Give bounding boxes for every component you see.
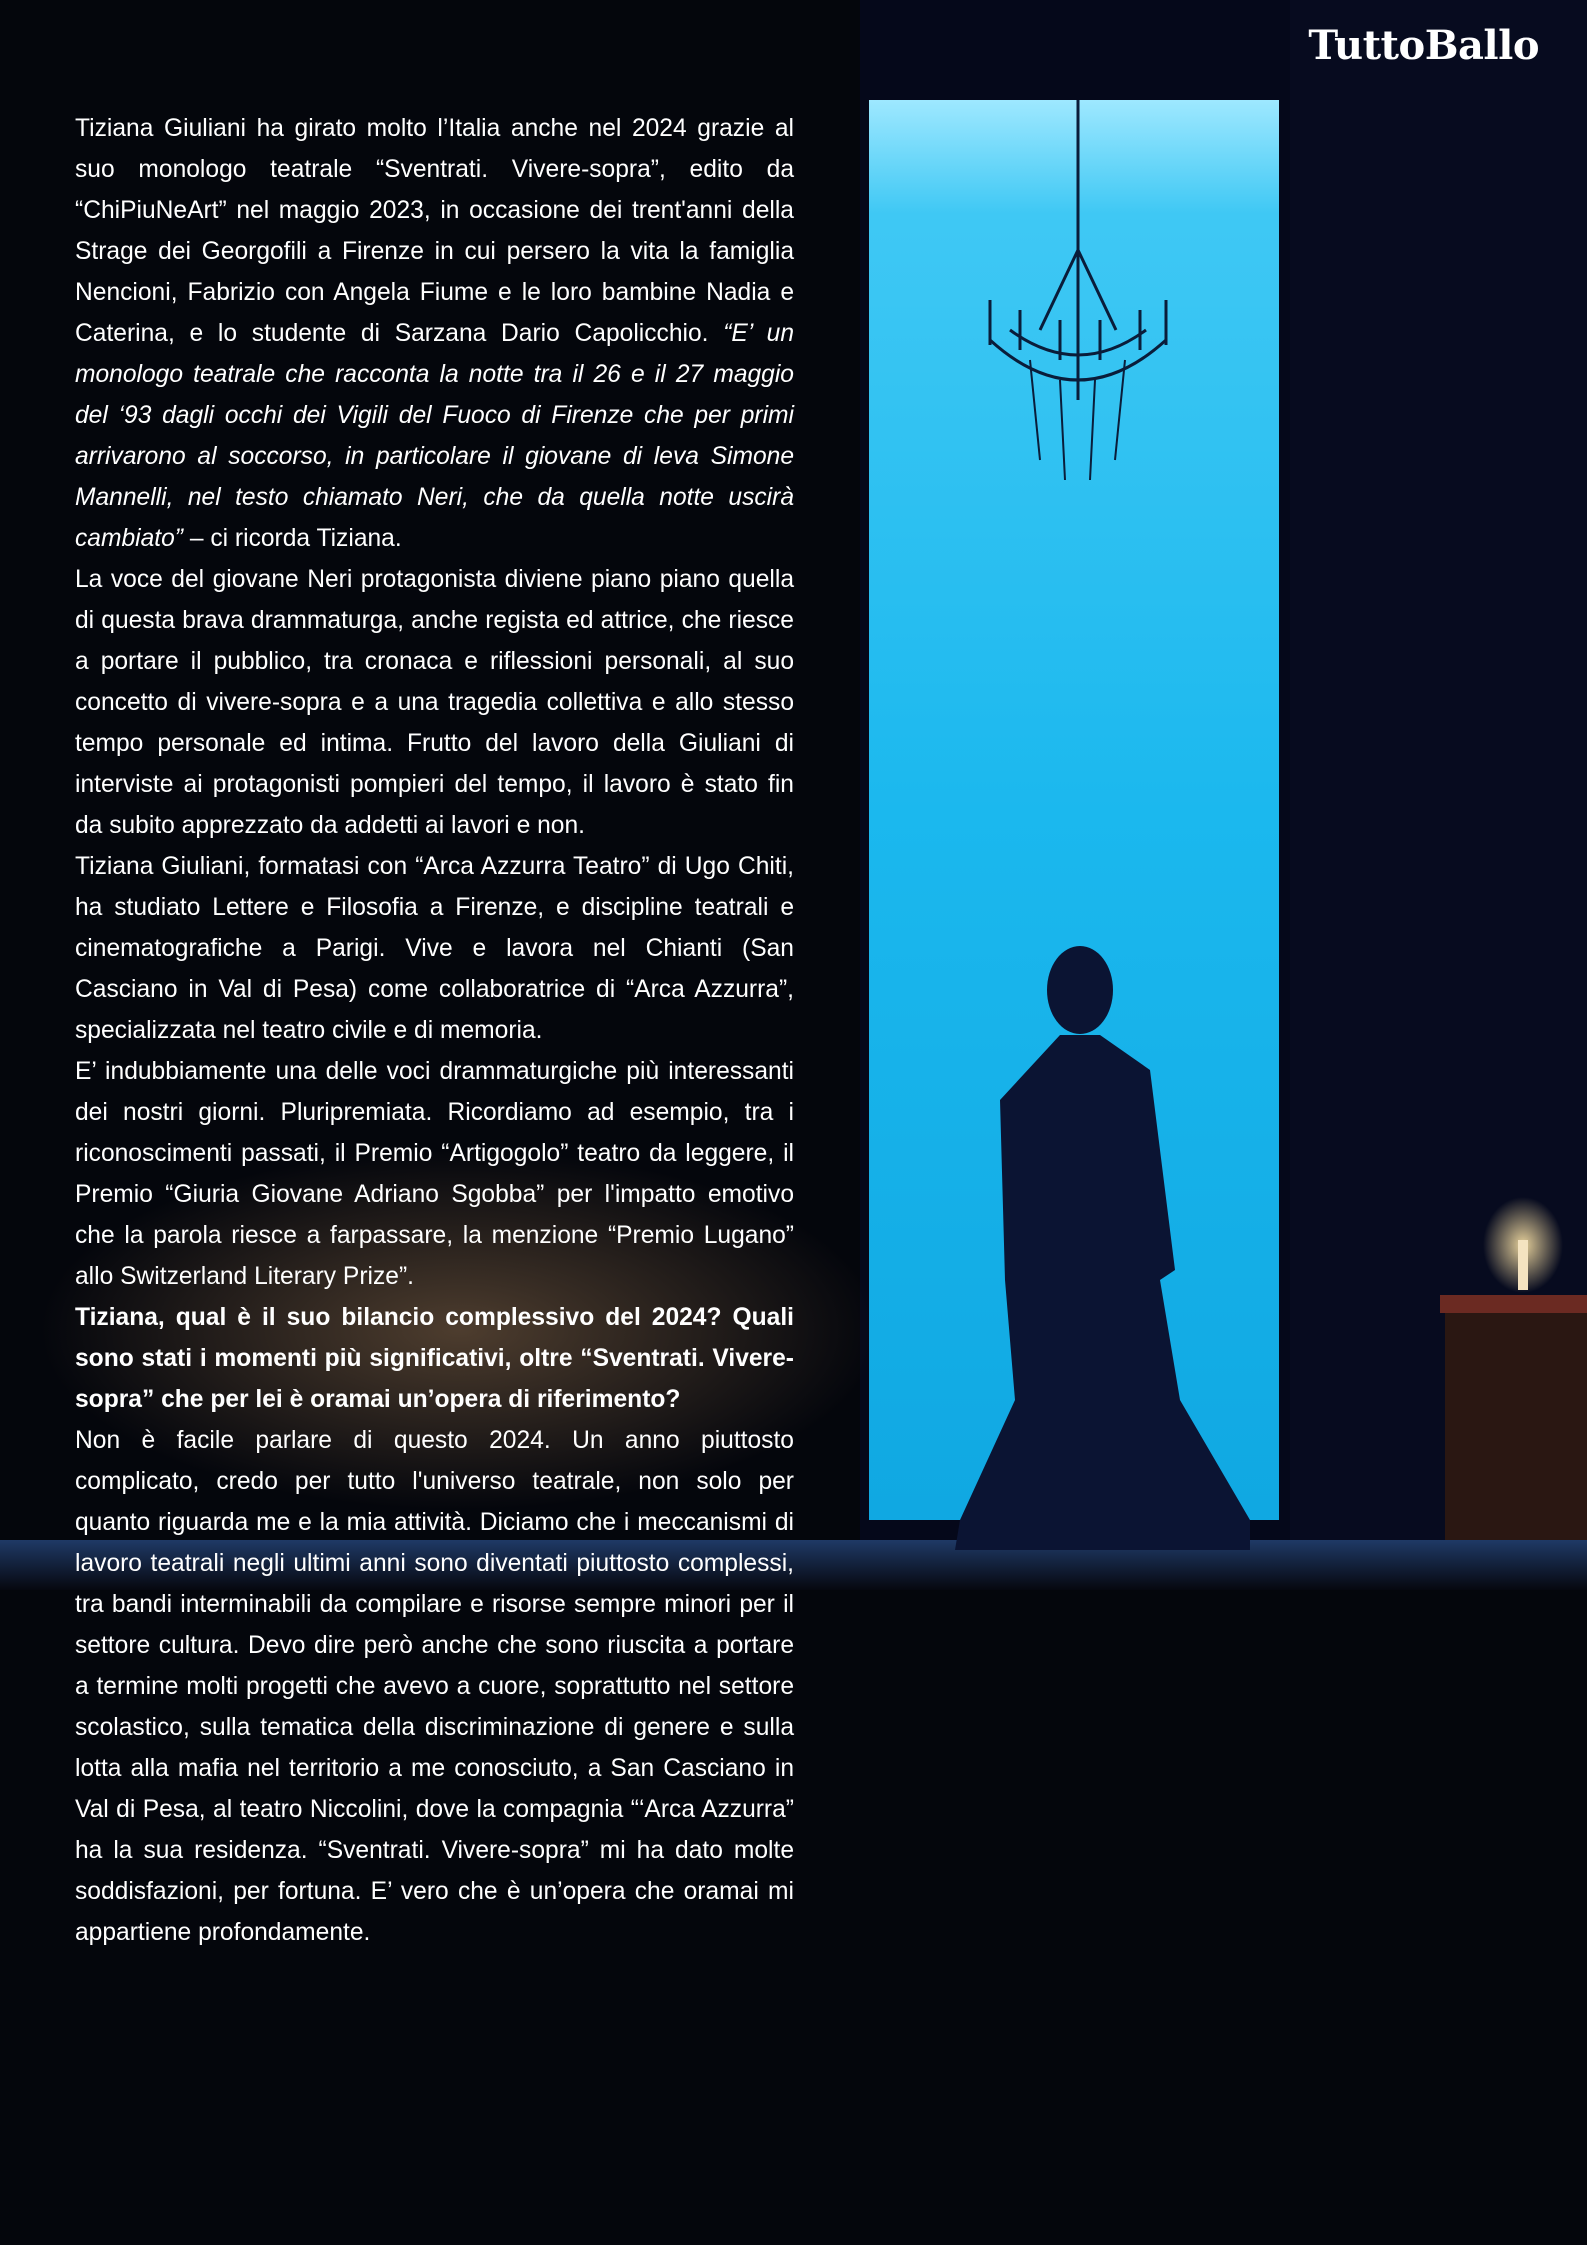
article-body <box>75 108 794 1953</box>
intro-quote: “E’ un monologo teatrale che racconta la notte tra il 26 e il 27 maggio del ‘93 dagli occhi dei Vigili del Fuoco di Firenze che per primi arrivarono al soccorso, in particolare il giovane di leva Simone Mannelli, nel testo chiamato Neri, che da quella notte uscirà cambiato” <box>75 320 794 552</box>
interview-question: Tiziana, qual è il suo bilancio complessivo del 2024? Quali sono stati i momenti più significativi, oltre “Sventrati. Vivere-sopra” che per lei è oramai un’opera di riferimento? <box>75 1304 794 1413</box>
paragraph-neri: La voce del giovane Neri protagonista diviene piano piano quella di questa brava drammaturga, anche regista ed attrice, che riesce a portare il pubblico, tra cronaca e riflessioni personali, al suo concetto di vivere-sopra e a una tragedia collettiva e allo stesso tempo personale ed intima. Frutto del lavoro della Giuliani di interviste ai protagonisti pompieri del tempo, il lavoro è stato fin da subito apprezzato da addetti ai lavori e non. <box>75 566 794 839</box>
magazine-masthead: TuttoBallo <box>1308 22 1539 69</box>
paragraph-biography: Tiziana Giuliani, formatasi con “Arca Azzurra Teatro” di Ugo Chiti, ha studiato Lettere e Filosofia a Firenze, e discipline teatrali e cinematografiche a Parigi. Vive e lavora nel Chianti (San Casciano in Val di Pesa) come collaboratrice di “Arca Azzurra”, specializzata nel teatro civile e di memoria. <box>75 853 794 1044</box>
intro-text: Tiziana Giuliani ha girato molto l’Italia anche nel 2024 grazie al suo monologo teatrale “Sventrati. Vivere-sopra”, edito da “ChiPiuNeArt” nel maggio 2023, in occasione dei trent'anni della Strage dei Georgofili a Firenze in cui persero la vita la famiglia Nencioni, Fabrizio con Angela Fiume e le loro bambine Nadia e Caterina, e lo studente di Sarzana Dario Capolicchio. <box>75 115 794 347</box>
paragraph-intro <box>75 108 794 559</box>
paragraph-awards: E’ indubbiamente una delle voci drammaturgiche più interessanti dei nostri giorni. Pluripremiata. Ricordiamo ad esempio, tra i riconoscimenti passati, il Premio “Artigogolo” teatro da leggere, il Premio “Giuria Giovane Adriano Sgobba” per l'impatto emotivo che la parola riesce a farpassare, la menzione “Premio Lugano” allo Switzerland Literary Prize”. <box>75 1058 794 1290</box>
intro-tail: – ci ricorda Tiziana. <box>182 525 402 552</box>
interview-answer: Non è facile parlare di questo 2024. Un anno piuttosto complicato, credo per tutto l'universo teatrale, non solo per quanto riguarda me e la mia attività. Diciamo che i meccanismi di lavoro teatrali negli ultimi anni sono diventati piuttosto complessi, tra bandi interminabili da compilare e risorse sempre minori per il settore cultura. Devo dire però anche che sono riuscita a portare a termine molti progetti che avevo a cuore, soprattutto nel settore scolastico, sulla tematica della discriminazione di genere e sulla lotta alla mafia nel territorio a me conosciuto, a San Casciano in Val di Pesa, al teatro Niccolini, dove la compagnia “‘Arca Azzurra” ha la sua residenza. “Sventrati. Vivere-sopra” mi ha dato molte soddisfazioni, per fortuna. E’ vero che è un’opera che oramai mi appartiene profondamente. <box>75 1427 794 1946</box>
